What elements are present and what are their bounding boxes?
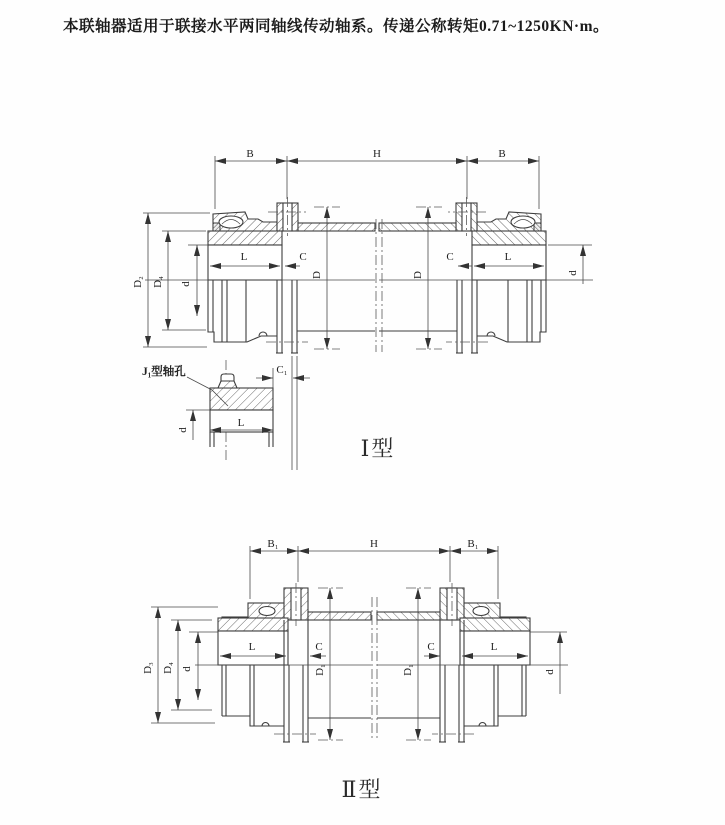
dim-label-D4: D₄ [162,662,174,674]
dim-label-C-right: C [446,251,454,263]
type1-drawing [132,148,593,470]
dim-label-H: H [370,538,378,550]
type1-title: Ⅰ型 [360,436,396,461]
dim-label-L-right: L [490,641,498,653]
dim-label-D1-right: D₁ [402,664,414,676]
flange-section-right [292,203,298,231]
type2-right-d-dimension [530,632,567,694]
seal-ring [219,216,243,228]
dim-label-H: H [373,148,381,160]
dim-label-B1-left: B₁ [267,538,279,550]
type1-J1-detail [142,356,310,470]
spacer-tube-wall [308,612,371,620]
spacer-tube-wall [298,223,375,231]
dim-label-L-right: L [504,251,512,263]
sleeve-end-ring [213,223,220,231]
seal-ring [259,607,275,616]
dim-label-D3: D₃ [142,662,154,674]
dim-label-C-left: C [299,251,307,263]
hub-section [218,618,288,631]
dim-label-D2: D₂ [132,276,144,288]
detail-hub-section [210,388,273,410]
dim-label-C1: C₁ [276,364,288,376]
type2-D1-dimensions [314,588,431,740]
type2-drawing [142,538,568,802]
dim-label-d-left: d [181,666,193,672]
dim-label-B-right: B [498,148,506,160]
dim-label-C-right: C [427,641,435,653]
dim-label-d-detail: d [177,427,189,433]
detail-plug [221,374,234,381]
dim-label-D-left: D [311,271,323,279]
dim-label-B-left: B [246,148,254,160]
dim-label-C-left: C [315,641,323,653]
dim-label-L-left: L [248,641,256,653]
dim-label-D1-left: D₁ [314,664,326,676]
dim-label-L-left: L [240,251,248,263]
dim-label-d-left: d [180,281,192,287]
flange-section-left [277,203,283,231]
dim-label-L-detail: L [237,417,245,429]
dim-label-D4: D₄ [152,276,164,288]
dim-label-B1-right: B₁ [467,538,479,550]
dim-label-d-right: d [567,270,579,276]
type2-half-body [218,583,371,742]
type1-right-d-dimension [548,245,592,284]
type1-half-body [208,197,375,353]
type2-title: Ⅱ型 [341,777,383,802]
hub-section [208,231,282,245]
description-text: 本联轴器适用于联接水平两同轴线传动轴系。传递公称转矩0.71~1250KN·m。 [63,18,610,35]
type1-top-dimensions [215,148,539,209]
detail-boss [218,381,237,388]
dim-label-d-right: d [544,669,556,675]
lube-hole [259,332,267,336]
dim-label-D-right: D [412,271,424,279]
detail-callout-label: J₁型轴孔 [142,366,186,378]
